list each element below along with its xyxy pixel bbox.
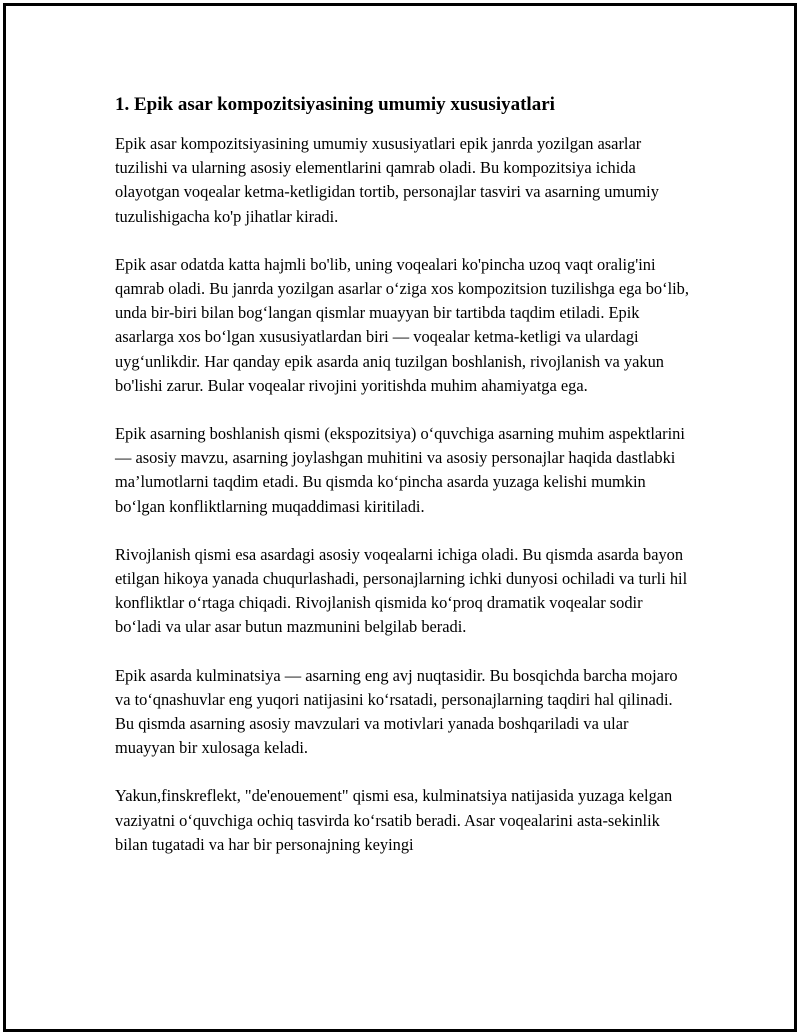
paragraph-denouement: Yakun,finskreflekt, "de'enouement" qismi esa, kulminatsiya natijasida yuzaga kelgan vaziyatni o‘quvchiga ochiq tasvirda ko‘rsatib beradi. Asar voqealarini asta-sekinlik bilan tugatadi va har bir personajning keyingi [115, 786, 673, 854]
section-heading: 1. Epik asar kompozitsiyasining umumiy xususiyatlari [115, 94, 555, 115]
paragraph-exposition: Epik asarning boshlanish qismi (ekspozitsiya) o‘quvchiga asarning muhim aspektlarini — asosiy mavzu, asarning joylashgan muhitini va asosiy personajlar haqida dastlabki ma’lumotlarni taqdim etadi. Bu qismda ko‘pincha asarda yuzaga kelishi mumkin bo‘lgan konfliktlarning muqaddimasi kiritiladi. [115, 424, 685, 516]
document-body [115, 92, 690, 881]
paragraph-intro: Epik asar kompozitsiyasining umumiy xususiyatlari epik janrda yozilgan asarlar tuzilishi va ularning asosiy elementlarini qamrab oladi. Bu kompozitsiya ichida olayotgan voqealar ketma-ketligidan tortib, personajlar tasviri va asarning umumiy tuzulishigacha ko'p jihatlar kiradi. [115, 134, 659, 226]
paragraph-climax: Epik asarda kulminatsiya — asarning eng avj nuqtasidir. Bu bosqichda barcha mojaro va to‘qnashuvlar eng yuqori natijasini ko‘rsatadi, personajlarning taqdiri hal qilinadi. Bu qismda asarning asosiy mavzulari va motivlari yanada boshqariladi va ular muayyan bir xulosaga keladi. [115, 665, 678, 758]
paragraph-volume: Epik asar odatda katta hajmli bo'lib, uning voqealari ko'pincha uzoq vaqt oralig'ini qamrab oladi. Bu janrda yozilgan asarlar o‘ziga xos kompozitsion tuzilishga ega bo‘lib, unda bir-biri bilan bog‘langan qismlar muayyan bir tartibda taqdim etiladi. Epik asarlarga xos bo‘lgan xususiyatlardan biri — voqealar ketma-ketligi va ulardagi uyg‘unlikdir. Har qanday epik asarda aniq tuzilgan boshlanish, rivojlanish va yakun bo'lishi zarur. Bular voqealar rivojini yoritishda muhim ahamiyatga ega. [115, 254, 689, 395]
paragraph-development: Rivojlanish qismi esa asardagi asosiy voqealarni ichiga oladi. Bu qismda asarda bayon etilgan hikoya yanada chuqurlashadi, personajlarning ichki dunyosi ochiladi va turli hil konfliktlar o‘rtaga chiqadi. Rivojlanish qismida ko‘proq dramatik voqealar sodir bo‘ladi va ular asar butun mazmunini belgilab beradi. [115, 544, 688, 637]
